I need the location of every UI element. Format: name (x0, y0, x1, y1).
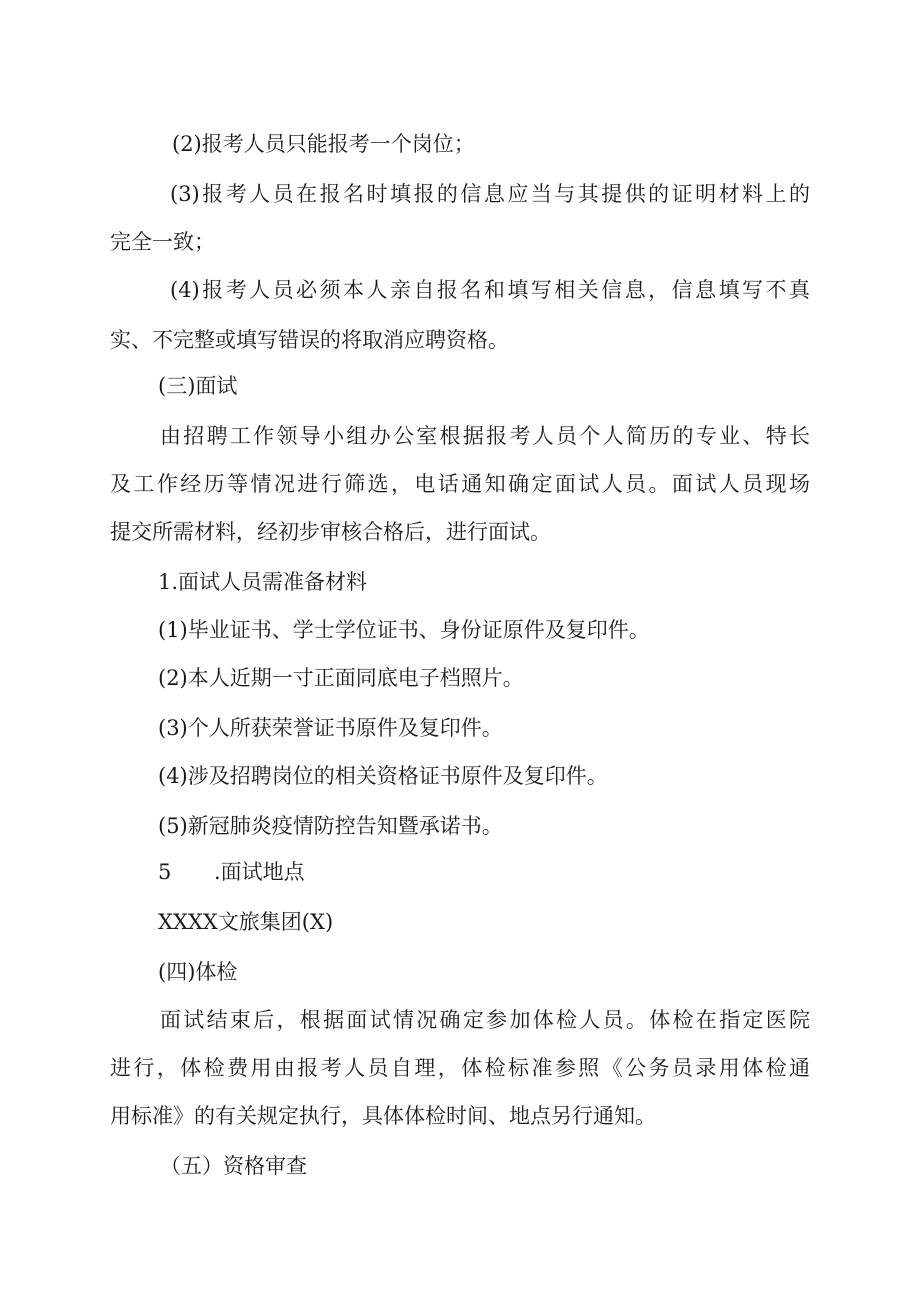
medical-paragraph-line-3: 用标准》的有关规定执行，具体体检时间、地点另行通知。 (110, 1104, 656, 1128)
subheading-location-number: 5 (158, 860, 172, 884)
section-heading-medical: (四)体检 (158, 960, 238, 984)
interview-paragraph-line-1: 由招聘工作领导小组办公室根据报考人员个人简历的专业、特长 (160, 424, 810, 448)
medical-paragraph-line-2: 进行，体检费用由报考人员自理，体检标准参照《公务员录用体检通 (110, 1056, 810, 1080)
material-item-2: (2)本人近期一寸正面同底电子档照片。 (158, 666, 524, 690)
subheading-materials: 1.面试人员需准备材料 (158, 570, 368, 594)
subheading-location-label: .面试地点 (214, 860, 305, 884)
material-item-1: (1)毕业证书、学士学位证书、身份证原件及复印件。 (158, 618, 650, 642)
interview-paragraph-line-2: 及工作经历等情况进行筛选，电话通知确定面试人员。面试人员现场 (110, 472, 810, 496)
section-heading-interview: (三)面试 (158, 374, 238, 398)
list-item-4-line-1: (4)报考人员必须本人亲自报名和填写相关信息，信息填写不真 (170, 278, 810, 302)
medical-paragraph-line-1: 面试结束后，根据面试情况确定参加体检人员。体检在指定医院 (160, 1008, 810, 1032)
interview-paragraph-line-3: 提交所需材料，经初步审核合格后，进行面试。 (110, 520, 551, 544)
material-item-3: (3)个人所获荣誉证书原件及复印件。 (158, 716, 503, 740)
material-item-4: (4)涉及招聘岗位的相关资格证书原件及复印件。 (158, 764, 608, 788)
material-item-5: (5)新冠肺炎疫情防控告知暨承诺书。 (158, 814, 503, 838)
list-item-3-line-1: (3)报考人员在报名时填报的信息应当与其提供的证明材料上的 (170, 182, 810, 206)
list-item-4-line-2: 实、不完整或填写错误的将取消应聘资格。 (110, 328, 509, 352)
section-heading-qualification: （五）资格审查 (160, 1154, 307, 1178)
list-item-2: (2)报考人员只能报考一个岗位； (172, 132, 475, 156)
list-item-3-line-2: 完全一致； (110, 230, 215, 254)
location-value: XXXX文旅集团(X) (158, 910, 334, 934)
